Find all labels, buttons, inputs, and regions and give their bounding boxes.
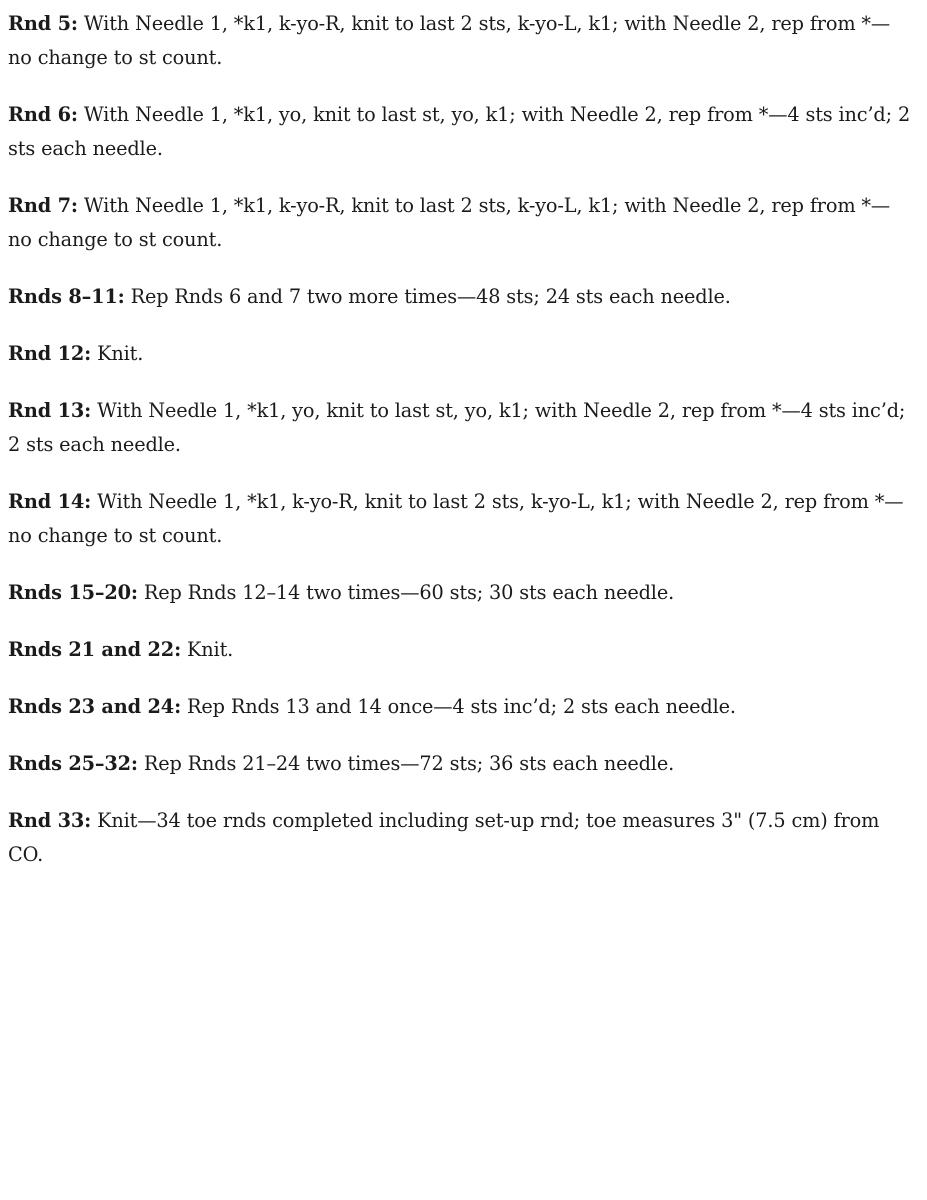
round-label: Rnds 21 and 22:	[8, 638, 182, 661]
round-text: Rep Rnds 6 and 7 two more times—48 sts; 24 sts each needle.	[124, 285, 731, 308]
round-label: Rnds 8–11:	[8, 285, 125, 308]
round-text: Knit—34 toe rnds completed including set-up rnd; toe measures 3" (7.5 cm) from CO.	[8, 809, 880, 866]
round-text: With Needle 1, *k1, k-yo-R, knit to last 2 sts, k-yo-L, k1; with Needle 2, rep from *—no change to st count.	[8, 12, 891, 69]
instruction-rnd-13	[8, 394, 913, 462]
round-text: Rep Rnds 21–24 two times—72 sts; 36 sts each needle.	[137, 752, 675, 775]
round-text: With Needle 1, *k1, k-yo-R, knit to last 2 sts, k-yo-L, k1; with Needle 2, rep from *—no change to st count.	[8, 490, 904, 547]
round-label: Rnds 15–20:	[8, 581, 138, 604]
instruction-rnd-33	[8, 804, 913, 872]
instruction-rnd-14	[8, 485, 913, 553]
round-label: Rnd 12:	[8, 342, 92, 365]
round-text: With Needle 1, *k1, k-yo-R, knit to last 2 sts, k-yo-L, k1; with Needle 2, rep from *—no change to st count.	[8, 194, 891, 251]
instruction-rnd-7	[8, 189, 913, 257]
instruction-rnd-12	[8, 337, 913, 371]
round-label: Rnds 23 and 24:	[8, 695, 182, 718]
round-text: Knit.	[91, 342, 144, 365]
round-text: With Needle 1, *k1, yo, knit to last st, yo, k1; with Needle 2, rep from *—4 sts inc’d; 2 sts each needle.	[8, 399, 906, 456]
instruction-rnds-23-24	[8, 690, 913, 724]
round-text: With Needle 1, *k1, yo, knit to last st, yo, k1; with Needle 2, rep from *—4 sts inc’d; 2 sts each needle.	[8, 103, 911, 160]
round-text: Rep Rnds 12–14 two times—60 sts; 30 sts each needle.	[137, 581, 675, 604]
round-text: Rep Rnds 13 and 14 once—4 sts inc’d; 2 sts each needle.	[181, 695, 736, 718]
round-label: Rnd 33:	[8, 809, 92, 832]
round-label: Rnd 13:	[8, 399, 92, 422]
instruction-rnds-15-20	[8, 576, 913, 610]
instruction-rnd-6	[8, 98, 913, 166]
instruction-rnds-8-11	[8, 280, 913, 314]
round-label: Rnd 6:	[8, 103, 78, 126]
instruction-rnd-5	[8, 7, 913, 75]
instruction-rnds-21-22	[8, 633, 913, 667]
instruction-rnds-25-32	[8, 747, 913, 781]
pattern-page	[8, 7, 913, 895]
round-label: Rnd 7:	[8, 194, 78, 217]
round-text: Knit.	[181, 638, 234, 661]
round-label: Rnd 5:	[8, 12, 78, 35]
round-label: Rnd 14:	[8, 490, 92, 513]
round-label: Rnds 25–32:	[8, 752, 138, 775]
